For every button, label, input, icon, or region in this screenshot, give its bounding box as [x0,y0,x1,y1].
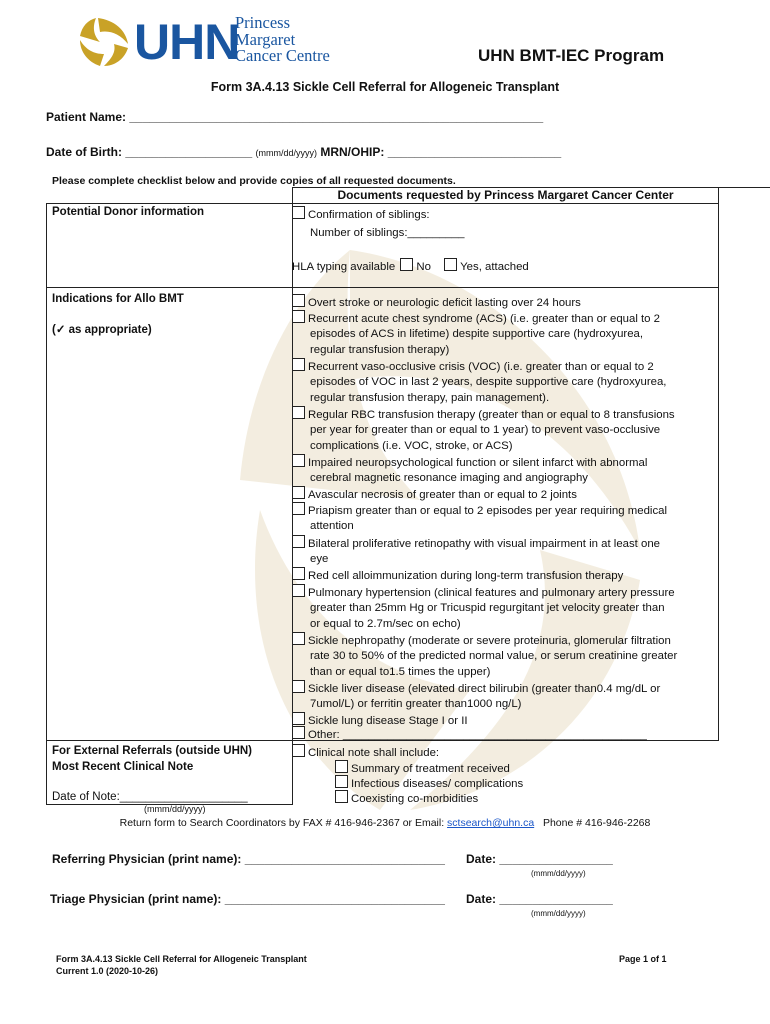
footer-form-name: Form 3A.4.13 Sickle Cell Referral for Allogeneic Transplant [56,954,307,964]
item-label: Priapism greater than or equal to 2 episodes per year requiring medical [308,505,667,517]
item-label: Pulmonary hypertension (clinical features and pulmonary artery pressure [308,587,675,599]
checkbox[interactable] [292,535,305,548]
checkbox[interactable] [335,775,348,788]
item-label: Sickle liver disease (elevated direct bilirubin (greater than0.4 mg/dL or [308,683,661,695]
indication-item[interactable] [292,454,716,471]
indication-continued: greater than 25mm Hg or Tricuspid regurgitant jet velocity greater than [310,602,665,614]
indication-item[interactable] [292,567,716,584]
referral-checklist-table [46,187,719,814]
swirl-logo-icon [78,16,130,68]
logo-centre-name [235,15,330,65]
indication-item[interactable] [292,294,716,311]
indication-continued: rate 30 to 50% of the predicted normal value, or serum creatinine greater [310,650,678,662]
checkbox[interactable] [292,744,305,757]
indication-item[interactable] [292,502,716,519]
item-label[interactable]: Other: ________________________________________________ [308,729,647,741]
indication-item[interactable] [292,632,716,649]
hla-no-label: No [416,261,431,273]
checkbox[interactable] [292,454,305,467]
checkbox[interactable] [292,584,305,597]
indication-item[interactable] [292,680,716,697]
referring-date-field[interactable]: Date: _________________ [466,852,613,866]
table-border [46,287,719,288]
form-title: Form 3A.4.13 Sickle Cell Referral for Allogeneic Transplant [210,80,560,94]
item-label: Recurrent vaso-occlusive crisis (VOC) (i.e. greater than or equal to 2 [308,361,654,373]
email-link[interactable]: sctsearch@uhn.ca [447,817,535,829]
indication-continued: complications (i.e. VOC, stroke, or ACS) [310,440,513,452]
phone-number: Phone # 416-946-2268 [542,817,651,829]
indication-item[interactable] [292,310,716,327]
logo-name-line: Margaret [235,29,296,49]
item-label: Sickle nephropathy (moderate or severe proteinuria, glomerular filtration [308,635,671,647]
page-number: Page 1 of 1 [619,954,667,964]
hla-yes-checkbox[interactable] [444,258,457,271]
item-label: Regular RBC transfusion therapy (greater than or equal to 8 transfusions [308,409,675,421]
item-label: Clinical note shall include: [308,747,440,759]
triage-date-format-hint: (mmm/dd/yyyy) [531,909,586,918]
mrn-blank[interactable]: __________________________ [387,145,562,159]
uhn-wordmark: UHN [134,14,240,70]
checkbox[interactable] [292,567,305,580]
hla-yes-label: Yes, attached [460,261,529,273]
checkbox[interactable] [292,726,305,739]
indication-item[interactable] [292,406,716,423]
checkbox[interactable] [292,502,305,515]
checkbox[interactable] [292,680,305,693]
item-label: Summary of treatment received [351,763,510,775]
checkbox[interactable] [292,310,305,323]
item-label: Avascular necrosis of greater than or equal to 2 joints [308,489,577,501]
number-of-siblings-field[interactable]: Number of siblings:_________ [310,227,465,239]
indication-continued: episodes of VOC in last 2 years, despite supportive care (hydroxyurea, [310,376,667,388]
indication-item[interactable] [292,584,716,601]
hla-typing-row [292,258,716,275]
item-label: Infectious diseases/ complications [351,778,524,790]
checkbox[interactable] [292,486,305,499]
indication-other-item[interactable] [292,726,716,743]
hla-label: HLA typing available [292,261,396,273]
item-label: Red cell alloimmunization during long-term transfusion therapy [308,570,624,582]
indication-continued: episodes of ACS in lifetime) despite supportive care (hydroxyurea, [310,328,644,340]
dob-label: Date of Birth: [46,145,122,159]
checkbox[interactable] [292,294,305,307]
program-title: UHN BMT-IEC Program [478,46,665,65]
indication-continued: per year for greater than or equal to 1 year) to prevent vaso-occlusive [310,424,661,436]
documents-header: Documents requested by Princess Margaret Cancer Center [337,188,674,202]
clinical-note-item[interactable] [292,744,716,761]
donor-info-label: Potential Donor information [52,206,205,218]
checkbox[interactable] [335,790,348,803]
patient-name-label: Patient Name: [46,110,127,124]
indication-continued: cerebral magnetic resonance imaging and angiography [310,472,588,484]
return-instructions [0,817,770,829]
patient-name-blank[interactable]: ______________________________________________________________ [129,110,544,124]
item-label: Coexisting co-morbidities [351,793,479,805]
indication-continued: regular transfusion therapy, pain management). [310,392,550,404]
logo-name-line: Cancer Centre [235,46,330,65]
footer-form-info [56,953,307,977]
triage-physician-field[interactable]: Triage Physician (print name): _________________________________ [50,892,445,906]
footer-version: Current 1.0 (2020-10-26) [56,966,159,976]
confirmation-siblings-item[interactable] [292,206,716,223]
checkbox[interactable] [292,632,305,645]
date-of-note-format-hint: (mmm/dd/yyyy) [144,804,206,814]
logo-name-line: Princess [235,13,290,32]
external-referrals-label: For External Referrals (outside UHN) [52,745,253,757]
triage-date-field[interactable]: Date: _________________ [466,892,613,906]
clinical-note-label: Most Recent Clinical Note [52,761,194,773]
check-as-appropriate-note: (✓ as appropriate) [52,324,152,336]
indication-item[interactable] [292,358,716,375]
checkbox[interactable] [335,760,348,773]
referring-physician-field[interactable]: Referring Physician (print name): ______________________________ [52,852,445,866]
checkbox[interactable] [292,358,305,371]
indication-item[interactable] [292,486,716,503]
dob-mrn-row [46,145,561,159]
clinical-note-sub-item[interactable] [335,790,478,807]
indication-continued: attention [310,520,354,532]
item-label: Bilateral proliferative retinopathy with visual impairment in at least one [308,538,661,550]
hla-no-checkbox[interactable] [400,258,413,271]
item-label: Recurrent acute chest syndrome (ACS) (i.e. greater than or equal to 2 [308,313,661,325]
instructions-text: Please complete checklist below and provide copies of all requested documents. [52,175,456,187]
indication-continued: than or equal to1.5 times the upper) [310,666,491,678]
return-text: Return form to Search Coordinators by FAX # 416-946-2367 or Email: [119,817,445,829]
date-of-note-field[interactable]: Date of Note:____________________ [52,791,248,803]
indication-continued: regular transfusion therapy) [310,344,450,356]
checkbox[interactable] [292,406,305,419]
item-label: Confirmation of siblings: [308,209,430,221]
checkbox[interactable] [292,712,305,725]
item-label: Overt stroke or neurologic deficit lasting over 24 hours [308,297,581,309]
patient-name-field[interactable] [46,110,543,124]
item-label: Impaired neuropsychological function or silent infarct with abnormal [308,457,648,469]
indication-item[interactable] [292,535,716,552]
dob-format-hint: (mmm/dd/yyyy) [255,148,317,158]
dob-blank[interactable]: ___________________ [125,145,253,159]
mrn-label: MRN/OHIP: [320,145,385,159]
indication-continued: 7umol/L) or ferritin greater than1000 ng/L) [310,698,522,710]
indication-continued: eye [310,553,329,565]
table-border [46,203,47,805]
indication-continued: or equal to 2.7m/sec on echo) [310,618,461,630]
checkbox[interactable] [292,206,305,219]
referring-date-format-hint: (mmm/dd/yyyy) [531,869,586,878]
item-label: Sickle lung disease Stage I or II [308,715,468,727]
indications-label: Indications for Allo BMT [52,293,184,305]
uhn-pm-logo [78,12,338,72]
